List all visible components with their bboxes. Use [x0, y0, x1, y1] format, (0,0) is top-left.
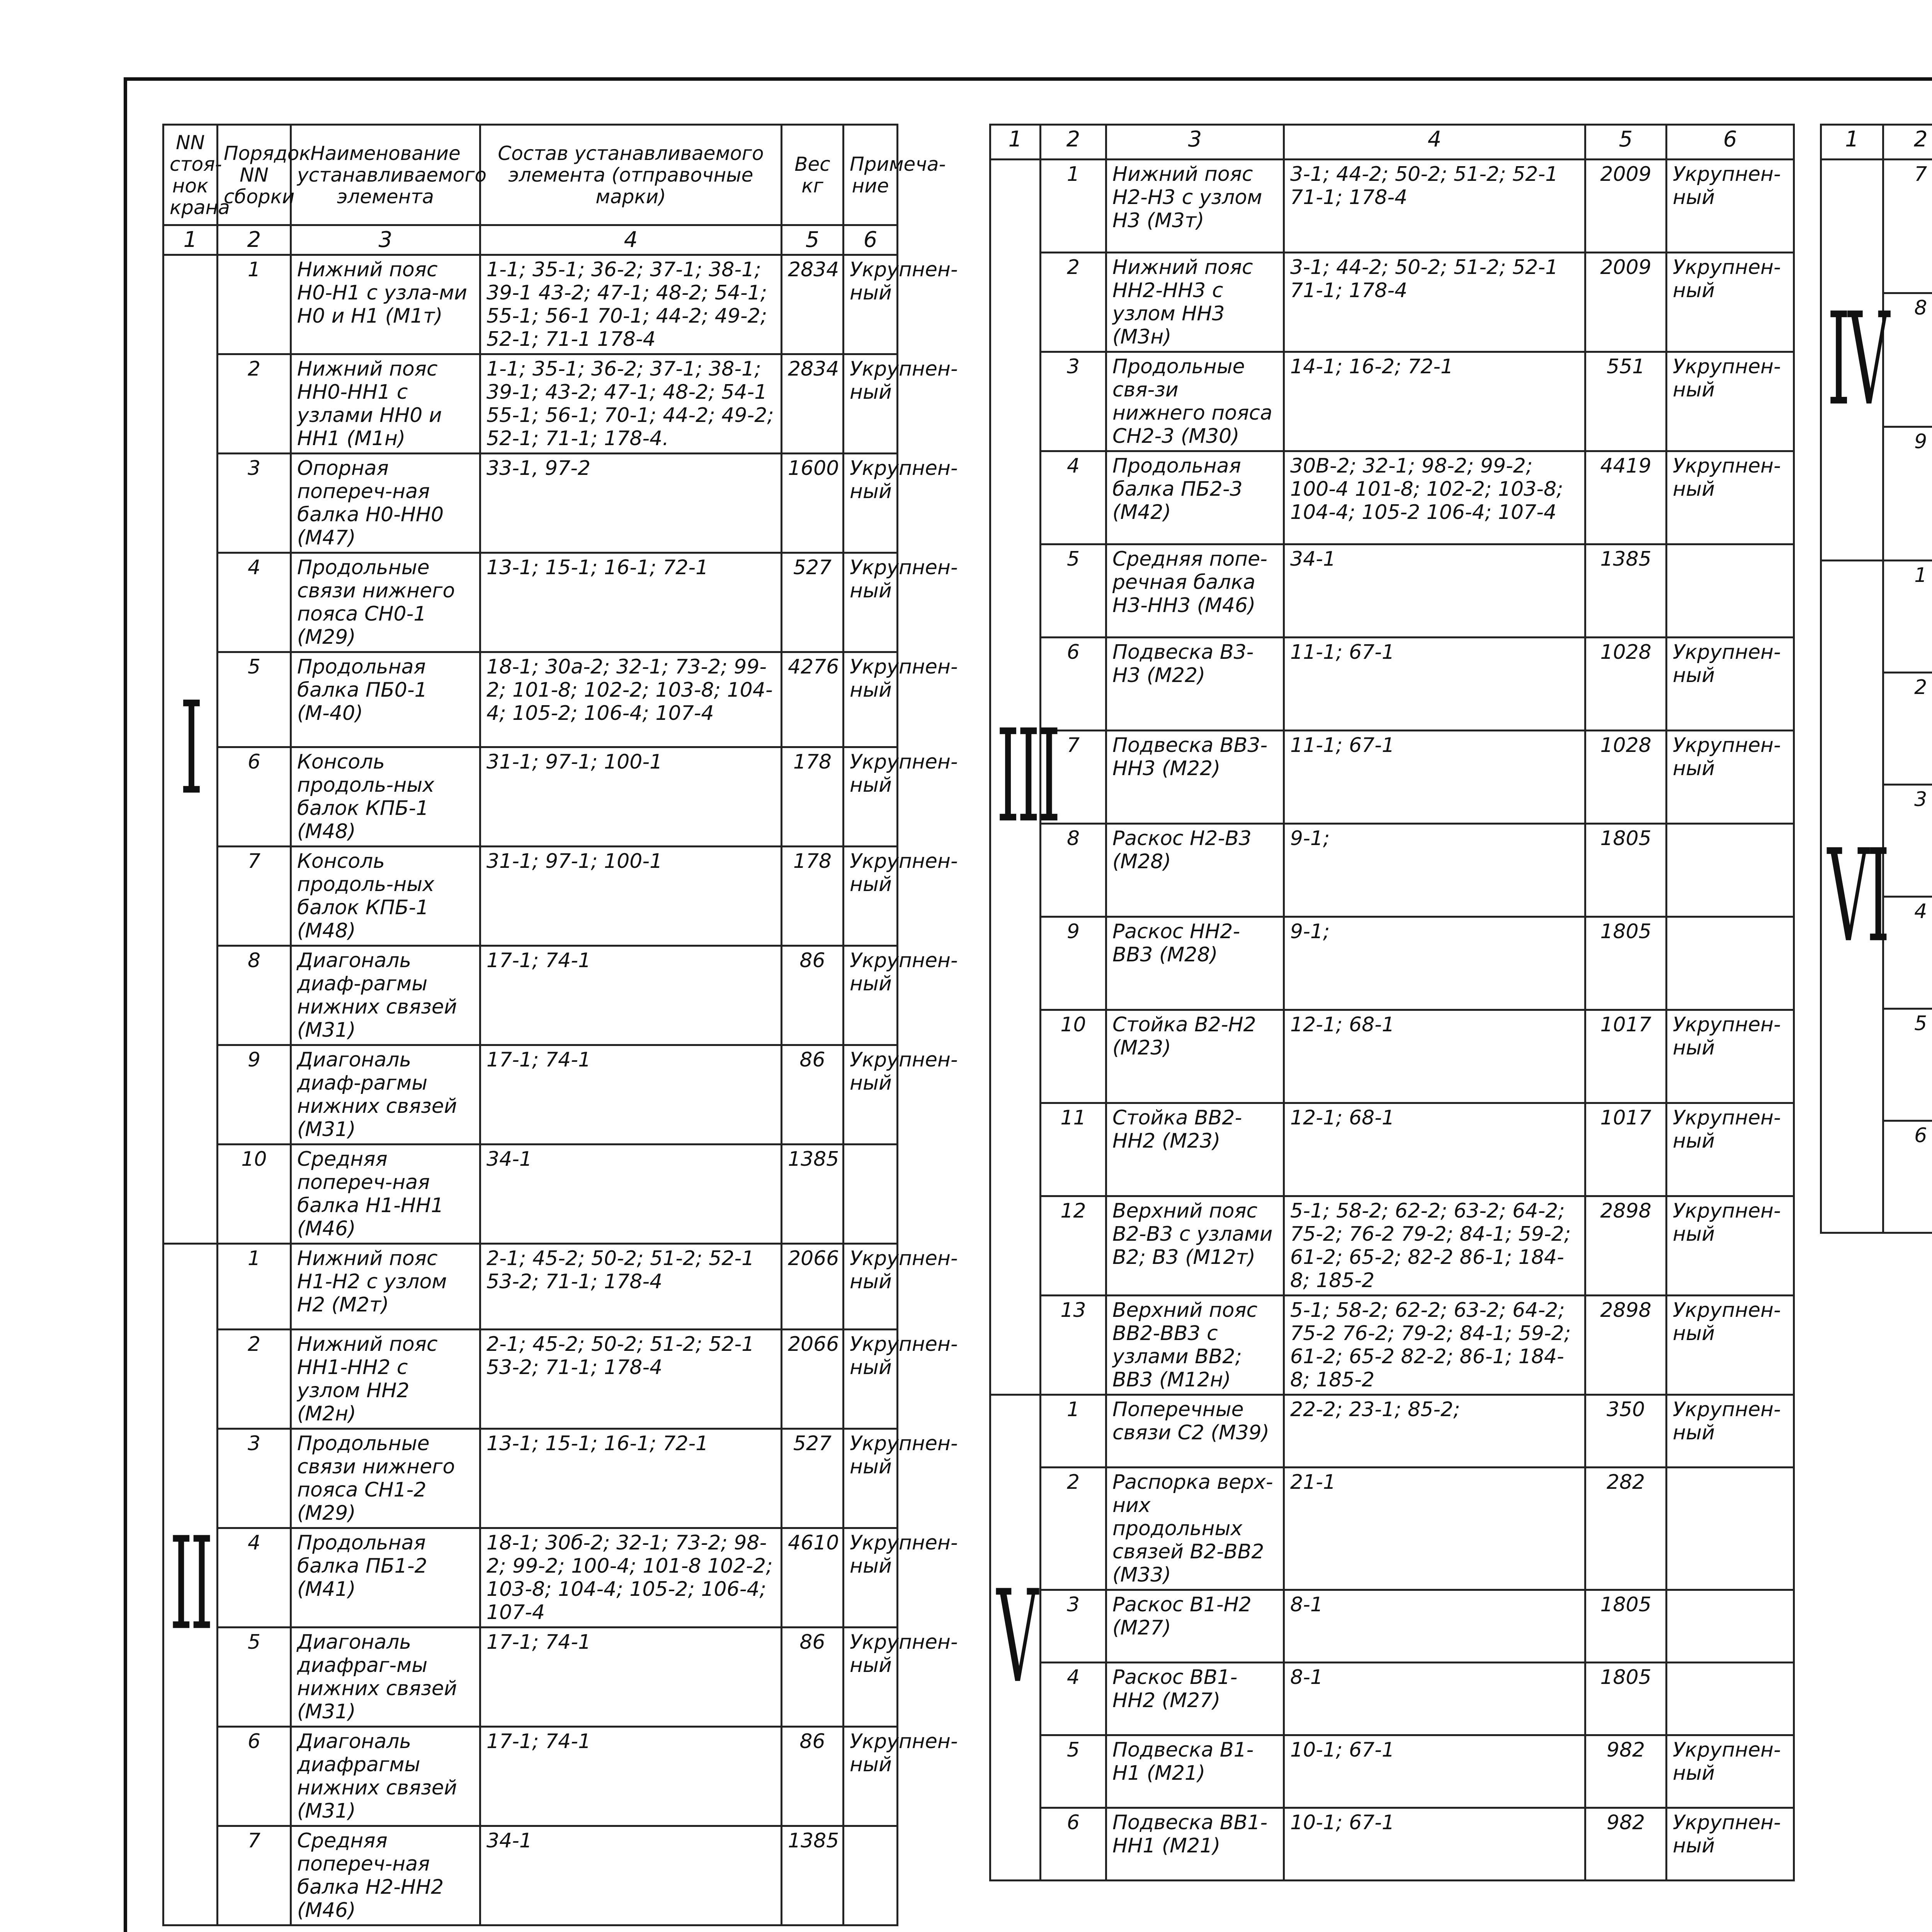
column-number: 1 [163, 225, 218, 255]
order-number: 5 [1041, 1735, 1106, 1808]
element-name: Раскос В1-Н2 (М27) [1106, 1590, 1284, 1663]
element-name: Диагональ диафрагмы нижних связей (М31) [291, 1727, 480, 1826]
element-weight: 1805 [1585, 917, 1667, 1010]
table-row [163, 1045, 898, 1145]
note: Укрупнен-ный [1667, 352, 1794, 451]
note: Укрупнен-ный [844, 1244, 898, 1330]
composition: 14-1; 16-2; 72-1 [1284, 352, 1585, 451]
header-element-name: Наименование устанавливаемого элемента [291, 125, 480, 225]
element-name: Продольные свя-зи нижнего пояса СН2-3 (М30) [1106, 352, 1284, 451]
composition: 9-1; [1284, 824, 1585, 917]
element-name: Нижний пояс НН2-НН3 с узлом НН3 (М3н) [1106, 253, 1284, 352]
composition: 1-1; 35-1; 36-2; 37-1; 38-1; 39-1 43-2; 47-1; 48-2; 54-1; 55-1; 56-1 70-1; 44-2; 49-2; 52-1; 71-1 178-4 [480, 255, 782, 354]
order-number: 3 [1883, 785, 1932, 897]
composition: 11-1; 67-1 [1284, 731, 1585, 824]
element-weight: 178 [782, 747, 844, 847]
table-row [163, 1429, 898, 1528]
column-number: 1 [1821, 125, 1883, 160]
element-weight: 1028 [1585, 638, 1667, 731]
order-number: 3 [218, 454, 291, 553]
table-row [990, 1808, 1794, 1881]
element-name: Диагональ диафраг-мы нижних связей (М31) [291, 1628, 480, 1727]
crane-stand-group [1821, 160, 1888, 561]
table-row [1821, 160, 1932, 293]
composition: 31-1; 97-1; 100-1 [480, 847, 782, 946]
composition: 9-1; [1284, 917, 1585, 1010]
table-row [990, 1196, 1794, 1296]
note: Укрупнен-ный [844, 454, 898, 553]
table-row [163, 1330, 898, 1429]
column-number-row [990, 125, 1794, 160]
composition: 2-1; 45-2; 50-2; 51-2; 52-1 53-2; 71-1; 178-4 [480, 1244, 782, 1330]
stand-number: II [170, 1510, 211, 1658]
table-row [163, 847, 898, 946]
table-row [990, 451, 1794, 544]
header-composition: Состав устанавливаемого элемента (отправочные марки) [480, 125, 782, 225]
table-row [990, 1590, 1794, 1663]
order-number: 2 [1883, 673, 1932, 785]
element-name: Нижний пояс НН0-НН1 с узлами НН0 и НН1 (М1н) [291, 354, 480, 454]
table-row [1821, 561, 1932, 673]
table-row [163, 354, 898, 454]
note: Укрупнен-ный [1667, 451, 1794, 544]
element-weight: 1017 [1585, 1103, 1667, 1196]
element-name: Нижний пояс НН1-НН2 с узлом НН2 (М2н) [291, 1330, 480, 1429]
composition: 12-1; 68-1 [1284, 1010, 1585, 1103]
order-number: 8 [218, 946, 291, 1045]
table-row [163, 747, 898, 847]
stand-number: I [180, 675, 201, 823]
order-number: 5 [218, 652, 291, 747]
note: Укрупнен-ный [1667, 253, 1794, 352]
table-row [990, 1395, 1794, 1468]
element-weight: 2898 [1585, 1296, 1667, 1395]
element-name: Подвеска В1-Н1 (М21) [1106, 1735, 1284, 1808]
table-row [163, 1826, 898, 1925]
element-name: Стойка ВВ2-НН2 (М23) [1106, 1103, 1284, 1196]
element-weight: 2834 [782, 354, 844, 454]
note: Укрупнен-ный [844, 1045, 898, 1145]
element-name: Диагональ диаф-рагмы нижних связей (М31) [291, 1045, 480, 1145]
order-number: 1 [1041, 160, 1106, 253]
order-number: 1 [1041, 1395, 1106, 1468]
note: Укрупнен-ный [844, 652, 898, 747]
table-row [990, 638, 1794, 731]
element-name: Консоль продоль-ных балок КПБ-1 (М48) [291, 747, 480, 847]
element-name: Подвеска ВВ1-НН1 (М21) [1106, 1808, 1284, 1881]
order-number: 4 [218, 553, 291, 652]
element-name: Подвеска ВВ3-НН3 (М22) [1106, 731, 1284, 824]
element-name: Раскос НН2-ВВ3 (М28) [1106, 917, 1284, 1010]
composition: 8-1 [1284, 1663, 1585, 1735]
note: Укрупнен-ный [844, 354, 898, 454]
composition: 12-1; 68-1 [1284, 1103, 1585, 1196]
composition: 13-1; 15-1; 16-1; 72-1 [480, 1429, 782, 1528]
element-name: Нижний пояс Н0-Н1 с узла-ми Н0 и Н1 (М1т) [291, 255, 480, 354]
composition: 18-1; 30а-2; 32-1; 73-2; 99-2; 101-8; 102-2; 103-8; 104-4; 105-2; 106-4; 107-4 [480, 652, 782, 747]
composition: 34-1 [480, 1826, 782, 1925]
note: Укрупнен-ный [844, 1727, 898, 1826]
element-weight: 1805 [1585, 1663, 1667, 1735]
note: Укрупнен-ный [1667, 1296, 1794, 1395]
column-number: 3 [1106, 125, 1284, 160]
column-number: 1 [990, 125, 1041, 160]
note: Укрупнен-ный [1667, 731, 1794, 824]
composition: 21-1 [1284, 1468, 1585, 1590]
note [1667, 1663, 1794, 1735]
composition: 33-1, 97-2 [480, 454, 782, 553]
note: Укрупнен-ный [844, 1330, 898, 1429]
element-name: Нижний пояс Н1-Н2 с узлом Н2 (М2т) [291, 1244, 480, 1330]
column-number: 4 [1284, 125, 1585, 160]
note: Укрупнен-ный [844, 946, 898, 1045]
group-body [990, 1395, 1794, 1881]
element-weight: 1805 [1585, 1590, 1667, 1663]
group-body [990, 160, 1794, 1395]
order-number: 2 [218, 354, 291, 454]
table-row [990, 352, 1794, 451]
column-number: 4 [480, 225, 782, 255]
composition: 8-1 [1284, 1590, 1585, 1663]
order-number: 5 [218, 1628, 291, 1727]
order-number: 4 [1883, 897, 1932, 1009]
note: Укрупнен-ный [1667, 1735, 1794, 1808]
element-name: Нижний пояс Н2-Н3 с узлом Н3 (М3т) [1106, 160, 1284, 253]
element-weight: 2834 [782, 255, 844, 354]
note: Укрупнен-ный [1667, 1196, 1794, 1296]
assembly-table-right [1820, 124, 1932, 1234]
order-number: 7 [1883, 160, 1932, 293]
composition: 18-1; 30б-2; 32-1; 73-2; 98-2; 99-2; 100-4; 101-8 102-2; 103-8; 104-4; 105-2; 106-4; 107-4 [480, 1528, 782, 1628]
table-row [163, 1727, 898, 1826]
element-weight: 178 [782, 847, 844, 946]
crane-stand-group [990, 160, 1058, 1395]
order-number: 2 [218, 1330, 291, 1429]
element-weight: 2898 [1585, 1196, 1667, 1296]
crane-stand-group [163, 255, 218, 1244]
table-row [163, 1244, 898, 1330]
order-number: 8 [1883, 293, 1932, 427]
table-row [163, 1628, 898, 1727]
order-number: 9 [1041, 917, 1106, 1010]
composition: 10-1; 67-1 [1284, 1808, 1585, 1881]
stand-number: V [997, 1563, 1036, 1712]
order-number: 1 [218, 255, 291, 354]
note [1667, 1590, 1794, 1663]
order-number: 6 [1041, 638, 1106, 731]
table-row [163, 946, 898, 1045]
column-number: 6 [1667, 125, 1794, 160]
table-row [990, 824, 1794, 917]
element-weight: 1385 [1585, 544, 1667, 638]
order-number: 4 [218, 1528, 291, 1628]
order-number: 13 [1041, 1296, 1106, 1395]
note [1667, 824, 1794, 917]
order-number: 2 [1041, 1468, 1106, 1590]
note [1667, 1468, 1794, 1590]
element-name: Поперечные связи С2 (М39) [1106, 1395, 1284, 1468]
element-name: Продольная балка ПБ2-3 (М42) [1106, 451, 1284, 544]
element-weight: 1805 [1585, 824, 1667, 917]
element-weight: 551 [1585, 352, 1667, 451]
stand-number: VI [1827, 823, 1888, 971]
element-weight: 350 [1585, 1395, 1667, 1468]
element-name: Опорная попереч-ная балка Н0-НН0 (М47) [291, 454, 480, 553]
note: Укрупнен-ный [1667, 638, 1794, 731]
composition: 34-1 [480, 1145, 782, 1244]
composition: 10-1; 67-1 [1284, 1735, 1585, 1808]
element-name: Средняя попереч-ная балка Н2-НН2 (М46) [291, 1826, 480, 1925]
composition: 31-1; 97-1; 100-1 [480, 747, 782, 847]
note: Укрупнен-ный [1667, 1808, 1794, 1881]
note: Укрупнен-ный [1667, 1010, 1794, 1103]
order-number: 7 [1041, 731, 1106, 824]
element-weight: 4276 [782, 652, 844, 747]
column-number: 2 [1041, 125, 1106, 160]
element-weight: 86 [782, 1727, 844, 1826]
composition: 17-1; 74-1 [480, 1045, 782, 1145]
note: Укрупнен-ный [844, 255, 898, 354]
order-number: 4 [1041, 1663, 1106, 1735]
table-row [163, 652, 898, 747]
note: Укрупнен-ный [1667, 1103, 1794, 1196]
element-name: Распорка верх-них продольных связей В2-ВВ2 (М33) [1106, 1468, 1284, 1590]
composition: 1-1; 35-1; 36-2; 37-1; 38-1; 39-1; 43-2; 47-1; 48-2; 54-1 55-1; 56-1; 70-1; 44-2; 49-2; 52-1; 71-1; 178-4. [480, 354, 782, 454]
element-name: Продольная балка ПБ0-1 (М-40) [291, 652, 480, 747]
note [844, 1145, 898, 1244]
element-name: Продольная балка ПБ1-2 (М41) [291, 1528, 480, 1628]
order-number: 6 [218, 1727, 291, 1826]
order-number: 12 [1041, 1196, 1106, 1296]
order-number: 10 [218, 1145, 291, 1244]
order-number: 10 [1041, 1010, 1106, 1103]
order-number: 11 [1041, 1103, 1106, 1196]
element-name: Раскос ВВ1-НН2 (М27) [1106, 1663, 1284, 1735]
order-number: 7 [218, 1826, 291, 1925]
group-body [163, 255, 958, 1244]
crane-stand-group [1821, 561, 1888, 1233]
order-number: 6 [1041, 1808, 1106, 1881]
composition: 3-1; 44-2; 50-2; 51-2; 52-1 71-1; 178-4 [1284, 160, 1585, 253]
order-number: 7 [218, 847, 291, 946]
table-row [990, 1468, 1794, 1590]
column-number-row [163, 225, 898, 255]
element-weight: 1028 [1585, 731, 1667, 824]
table-row [990, 1010, 1794, 1103]
element-weight: 282 [1585, 1468, 1667, 1590]
composition: 30В-2; 32-1; 98-2; 99-2; 100-4 101-8; 102-2; 103-8; 104-4; 105-2 106-4; 107-4 [1284, 451, 1585, 544]
stand-number: IV [1827, 286, 1888, 434]
group-body [1821, 160, 1932, 561]
table-row [163, 1145, 898, 1244]
element-name: Средняя попереч-ная балка Н1-НН1 (М46) [291, 1145, 480, 1244]
note [1667, 544, 1794, 638]
element-name: Продольные связи нижнего пояса СН1-2 (М29) [291, 1429, 480, 1528]
element-name: Верхний пояс ВВ2-ВВ3 с узлами ВВ2; ВВ3 (М12н) [1106, 1296, 1284, 1395]
composition: 5-1; 58-2; 62-2; 63-2; 64-2; 75-2 76-2; 79-2; 84-1; 59-2; 61-2; 65-2 82-2; 86-1; 184-8; 185-2 [1284, 1296, 1585, 1395]
composition: 2-1; 45-2; 50-2; 51-2; 52-1 53-2; 71-1; 178-4 [480, 1330, 782, 1429]
column-number: 2 [218, 225, 291, 255]
element-weight: 1017 [1585, 1010, 1667, 1103]
element-weight: 2009 [1585, 253, 1667, 352]
group-body [1821, 561, 1932, 1233]
table-row [163, 1528, 898, 1628]
element-name: Раскос Н2-В3 (М28) [1106, 824, 1284, 917]
element-weight: 4419 [1585, 451, 1667, 544]
table-row [990, 917, 1794, 1010]
order-number: 9 [1883, 427, 1932, 561]
composition: 5-1; 58-2; 62-2; 63-2; 64-2; 75-2; 76-2 79-2; 84-1; 59-2; 61-2; 65-2; 82-2 86-1; 184-8; 185-2 [1284, 1196, 1585, 1296]
table-row [990, 1296, 1794, 1395]
element-weight: 982 [1585, 1735, 1667, 1808]
composition: 17-1; 74-1 [480, 1628, 782, 1727]
table-row [163, 255, 898, 354]
order-number: 6 [218, 747, 291, 847]
column-number: 5 [1585, 125, 1667, 160]
composition: 22-2; 23-1; 85-2; [1284, 1395, 1585, 1468]
order-number: 6 [1883, 1121, 1932, 1233]
element-weight: 4610 [782, 1528, 844, 1628]
element-weight: 1600 [782, 454, 844, 553]
element-name: Подвеска В3-Н3 (М22) [1106, 638, 1284, 731]
group-body [163, 1244, 958, 1925]
column-number: 2 [1883, 125, 1932, 160]
table-row [990, 160, 1794, 253]
order-number: 8 [1041, 824, 1106, 917]
element-weight: 86 [782, 1628, 844, 1727]
table-row [163, 553, 898, 652]
header-weight: Вес кг [782, 125, 844, 225]
composition: 34-1 [1284, 544, 1585, 638]
order-number: 9 [218, 1045, 291, 1145]
table-row [990, 1103, 1794, 1196]
element-name: Средняя попе-речная балка Н3-НН3 (М46) [1106, 544, 1284, 638]
table-row [990, 253, 1794, 352]
crane-stand-group [990, 1395, 1041, 1881]
table-row [990, 1735, 1794, 1808]
note: Укрупнен-ный [844, 747, 898, 847]
column-number: 6 [844, 225, 898, 255]
element-weight: 1385 [782, 1826, 844, 1925]
order-number: 4 [1041, 451, 1106, 544]
note: Укрупнен-ный [844, 1628, 898, 1727]
note: Укрупнен-ный [844, 1528, 898, 1628]
composition: 17-1; 74-1 [480, 1727, 782, 1826]
table-row [990, 1663, 1794, 1735]
table-row [990, 544, 1794, 638]
order-number: 3 [218, 1429, 291, 1528]
element-weight: 86 [782, 946, 844, 1045]
header-note: Примеча-ние [844, 125, 898, 225]
element-weight: 86 [782, 1045, 844, 1145]
order-number: 1 [218, 1244, 291, 1330]
header-stand-no: NN стоя-нок крана [163, 125, 218, 225]
column-number: 5 [782, 225, 844, 255]
assembly-table-left [162, 124, 958, 1926]
order-number: 5 [1041, 544, 1106, 638]
note [1667, 917, 1794, 1010]
order-number: 5 [1883, 1009, 1932, 1121]
crane-stand-group [163, 1244, 218, 1925]
element-name: Консоль продоль-ных балок КПБ-1 (М48) [291, 847, 480, 946]
composition: 17-1; 74-1 [480, 946, 782, 1045]
element-weight: 2066 [782, 1330, 844, 1429]
note [844, 1826, 898, 1925]
stand-number: III [997, 703, 1058, 851]
element-weight: 2066 [782, 1244, 844, 1330]
element-name: Верхний пояс В2-В3 с узлами В2; В3 (М12т) [1106, 1196, 1284, 1296]
composition: 11-1; 67-1 [1284, 638, 1585, 731]
order-number: 1 [1883, 561, 1932, 673]
composition: 3-1; 44-2; 50-2; 51-2; 52-1 71-1; 178-4 [1284, 253, 1585, 352]
order-number: 2 [1041, 253, 1106, 352]
composition: 13-1; 15-1; 16-1; 72-1 [480, 553, 782, 652]
column-number-row [1821, 125, 1932, 160]
header-order-no: Порядок NN сборки [218, 125, 291, 225]
element-weight: 527 [782, 553, 844, 652]
table-row [990, 731, 1794, 824]
element-name: Диагональ диаф-рагмы нижних связей (М31) [291, 946, 480, 1045]
table-row [163, 454, 898, 553]
note: Укрупнен-ный [1667, 1395, 1794, 1468]
column-number: 3 [291, 225, 480, 255]
element-weight: 1385 [782, 1145, 844, 1244]
assembly-table-middle [989, 124, 1795, 1881]
note: Укрупнен-ный [844, 847, 898, 946]
note: Укрупнен-ный [844, 553, 898, 652]
element-weight: 2009 [1585, 160, 1667, 253]
element-weight: 982 [1585, 1808, 1667, 1881]
order-number: 3 [1041, 352, 1106, 451]
note: Укрупнен-ный [1667, 160, 1794, 253]
element-weight: 527 [782, 1429, 844, 1528]
element-name: Стойка В2-Н2 (М23) [1106, 1010, 1284, 1103]
table-header-row [163, 125, 898, 225]
element-name: Продольные связи нижнего пояса СН0-1 (М29) [291, 553, 480, 652]
order-number: 3 [1041, 1590, 1106, 1663]
note: Укрупнен-ный [844, 1429, 898, 1528]
